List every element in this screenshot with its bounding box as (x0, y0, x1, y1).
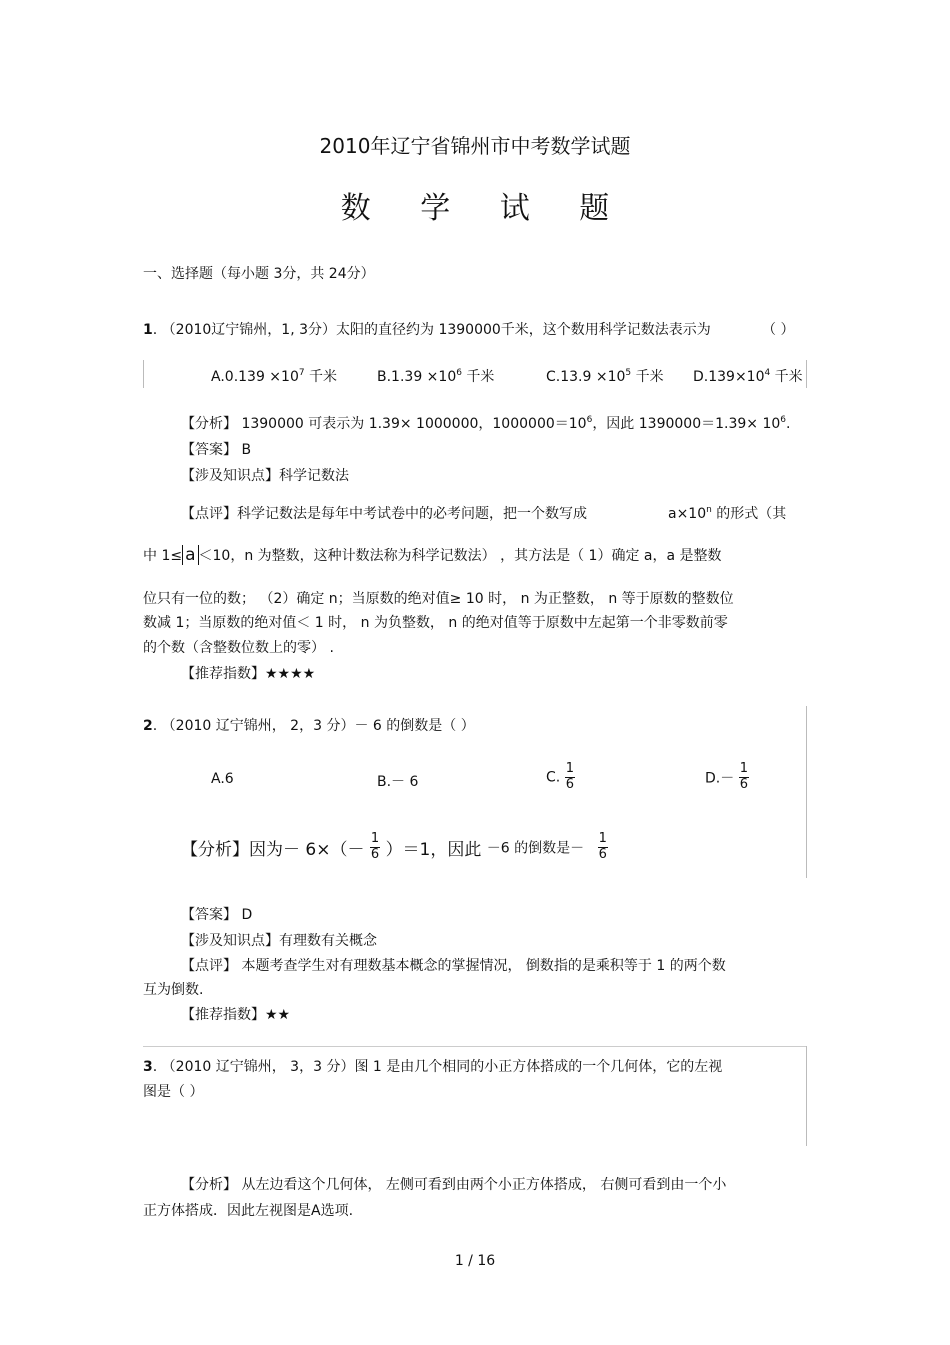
option-box-left (143, 360, 144, 388)
q1-comment-range-start: 中 1≤ (143, 548, 183, 564)
q1-comment-line3: 位只有一位的数； （2）确定 n；当原数的绝对值≥ 10 时， n 为正整数， n 等于原数的整数位 (143, 591, 734, 607)
q2-comment-line2: 互为倒数. (143, 982, 204, 998)
q1-analysis-exponent1: 6 (586, 415, 593, 425)
q2-answer: 【答案】 D (181, 907, 253, 923)
q1-comment-range-end: ＜10，n 为整数，这种计数法称为科学记数法） ，其方法是（ 1）确定 a，a 是整数 (198, 548, 722, 564)
q1-analysis (181, 413, 790, 433)
q1-option-b-base: B.1.39 ×10 (377, 369, 457, 385)
q1-comment-exponent-n: n (706, 505, 712, 515)
q1-option-c-base: C.13.9 ×10 (546, 369, 626, 385)
question-2-text: （2010 辽宁锦州， 2，3 分）－ 6 的倒数是（ ） (161, 718, 475, 734)
fraction-numerator: 1 (598, 831, 607, 846)
q2-analysis-part3: －6 的倒数是－ (486, 840, 585, 857)
q2-option-c (546, 762, 575, 793)
q1-option-d-base: D.139×10 (693, 369, 765, 385)
question-3-number: 3 (143, 1059, 153, 1075)
fraction-numerator: 1 (370, 831, 380, 846)
document-subtitle: 数 学 试 题 (340, 191, 630, 226)
q1-option-a-base: A.0.139 ×10 (211, 369, 299, 385)
fraction-numerator: 1 (565, 761, 574, 776)
q3-box-right (806, 1046, 807, 1146)
q2-option-d-fraction (739, 762, 749, 793)
q1-option-d-exponent: 4 (764, 368, 771, 378)
question-1-stem (143, 319, 711, 339)
q2-option-b: B.－ 6 (377, 774, 419, 790)
q1-comment-line1 (181, 503, 587, 523)
q2-option-a: A.6 (211, 771, 234, 787)
q2-comment-line1: 【点评】 本题考查学生对有理数基本概念的掌握情况， 倒数指的是乘积等于 1 的两个数 (181, 958, 726, 974)
q3-analysis-line1: 【分析】 从左边看这个几何体， 左侧可看到由两个小正方体搭成， 右侧可看到由一个小 (181, 1177, 727, 1193)
q1-knowledge: 【涉及知识点】科学记数法 (181, 468, 349, 484)
q1-comment-text: 【点评】科学记数法是每年中考试卷中的必考问题，把一个数写成 (181, 506, 587, 522)
fraction-denominator: 6 (598, 846, 607, 862)
q2-analysis (181, 832, 608, 863)
q3-analysis-line2: 正方体搭成．因此左视图是A选项. (143, 1203, 354, 1219)
page-number: 1 / 16 (454, 1253, 496, 1269)
question-3-stem-line2: 图是（ ） (143, 1084, 204, 1100)
q1-comment-line5: 的个数（含整数位数上的零） . (143, 640, 334, 656)
question-2-number: 2 (143, 718, 153, 734)
q3-box-top (143, 1046, 807, 1047)
q1-analysis-part2: ，因此 1390000＝1.39× 10 (592, 416, 781, 432)
q1-option-d (693, 366, 803, 386)
q1-analysis-exponent2: 6 (780, 415, 787, 425)
q2-analysis-part2: ）＝1，因此 (385, 839, 482, 860)
q2-option-c-fraction (565, 762, 575, 793)
question-3-stem-line1 (143, 1056, 722, 1076)
q2-knowledge: 【涉及知识点】有理数有关概念 (181, 933, 377, 949)
option-box-right (806, 360, 807, 388)
fraction-denominator: 6 (739, 776, 748, 792)
q2-option-d (705, 762, 749, 793)
q1-option-c-exponent: 5 (625, 368, 632, 378)
q1-analysis-end: . (786, 416, 791, 432)
q1-analysis-part1: 【分析】 1390000 可表示为 1.39× 1000000，1000000＝10 (181, 416, 587, 432)
q1-option-a (211, 366, 337, 386)
q1-comment-formula (668, 503, 786, 523)
q1-option-d-unit: 千米 (770, 369, 803, 385)
q1-option-c-unit: 千米 (631, 369, 664, 385)
question-1-number: 1 (143, 322, 153, 338)
q2-option-d-label: D.－ (705, 770, 735, 787)
q1-comment-a10: a×10 (668, 506, 707, 522)
q2-analysis-fraction1 (370, 832, 380, 863)
q1-comment-line4: 数减 1；当原数的绝对值＜ 1 时， n 为负整数， n 的绝对值等于原数中左起第一个非零数前零 (143, 615, 728, 631)
q1-option-b-exponent: 6 (456, 368, 462, 378)
fraction-denominator: 6 (565, 776, 574, 792)
q2-rating: 【推荐指数】★★ (181, 1007, 291, 1023)
question-1-dot: . (152, 322, 158, 338)
q1-option-c (546, 366, 664, 386)
q1-option-b-unit: 千米 (461, 369, 495, 385)
question-1-text: （2010辽宁锦州，1, 3分）太阳的直径约为 1390000千米，这个数用科学记数法表示为 (161, 322, 711, 338)
q1-answer: 【答案】 B (181, 442, 252, 458)
question-2-dot: . (152, 718, 158, 734)
q1-rating: 【推荐指数】★★★★ (181, 666, 316, 682)
q1-comment-form-end: 的形式（其 (711, 506, 787, 522)
q2-box-right (806, 706, 807, 878)
q2-option-c-label: C. (546, 769, 561, 786)
q2-analysis-fraction2 (598, 832, 608, 863)
question-1-paren: （ ） (762, 322, 795, 338)
q1-option-a-unit: 千米 (304, 369, 338, 385)
q2-analysis-part1: 【分析】因为－ 6×（－ (181, 839, 365, 860)
q1-comment-abs-a: a (182, 545, 198, 565)
q1-comment-line2 (143, 545, 722, 565)
q1-option-b (377, 366, 494, 386)
fraction-denominator: 6 (370, 846, 380, 862)
question-2-stem (143, 715, 475, 735)
fraction-numerator: 1 (739, 761, 748, 776)
q1-option-a-exponent: 7 (298, 368, 305, 378)
question-3-text: （2010 辽宁锦州， 3，3 分）图 1 是由几个相同的小正方体搭成的一个几何体，它的左视 (161, 1059, 723, 1075)
section-heading: 一、选择题（每小题 3分，共 24分） (143, 266, 375, 282)
document-title: 2010年辽宁省锦州市中考数学试题 (319, 134, 631, 158)
question-3-dot: . (152, 1059, 158, 1075)
